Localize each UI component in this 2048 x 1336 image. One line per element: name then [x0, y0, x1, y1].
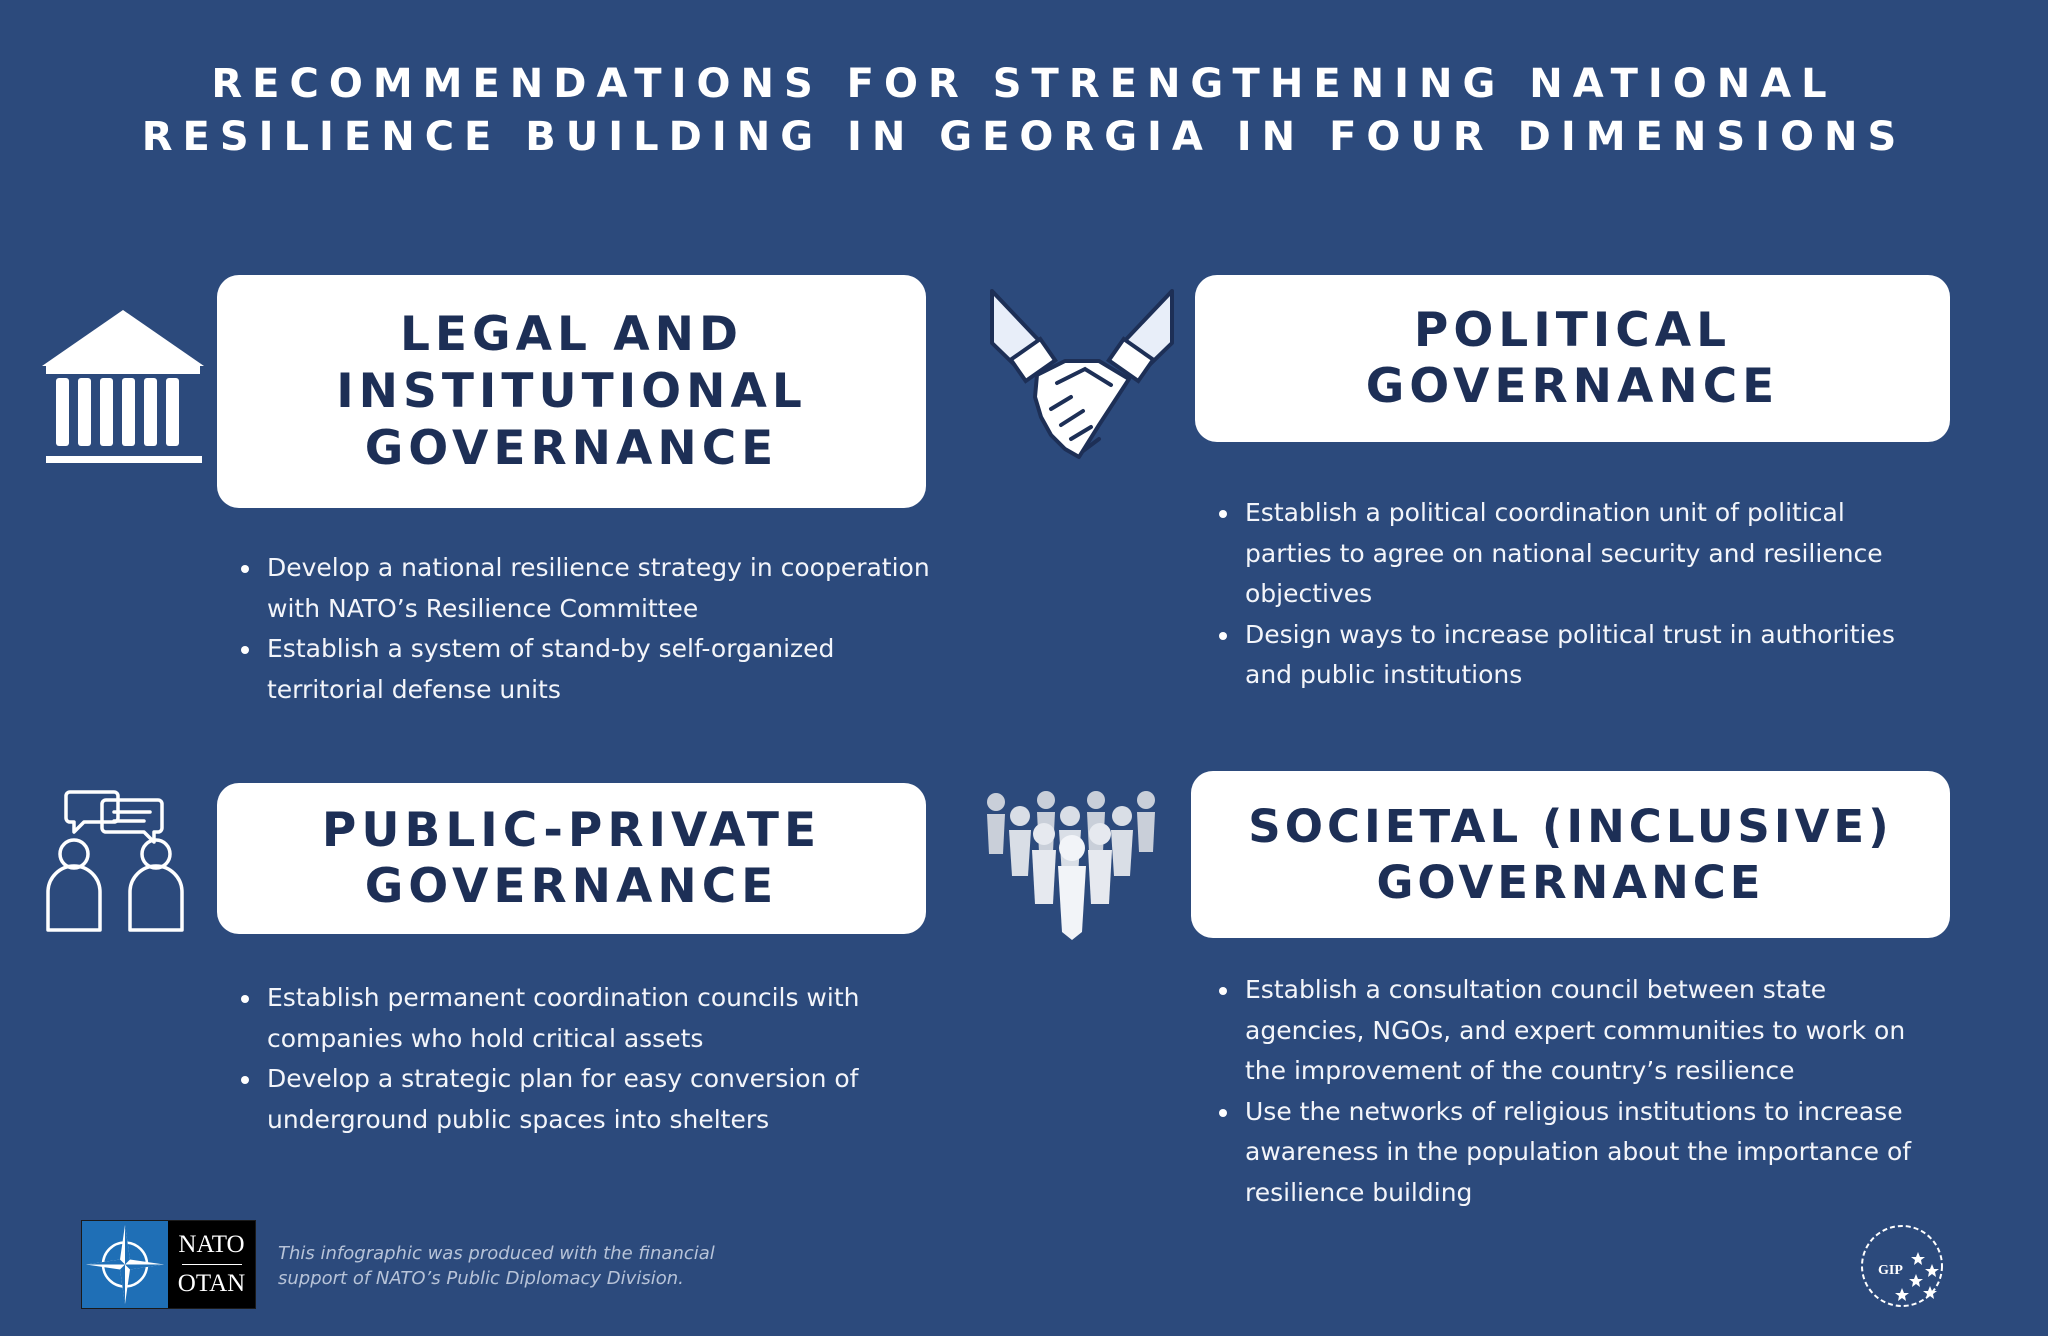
nato-compass-star-icon	[82, 1221, 168, 1308]
funding-credit-note	[278, 1241, 738, 1291]
nato-logo-divider	[182, 1264, 242, 1265]
nato-logo	[81, 1220, 256, 1309]
card-heading-line: GOVERNANCE	[1376, 855, 1765, 909]
list-item: Establish a consultation council between state agencies, NGOs, and expert communities to work on the improvement of the country’s resilience	[1219, 970, 1949, 1092]
credit-line: This infographic was produced with the financial	[278, 1243, 715, 1264]
card-heading-line: POLITICAL	[1413, 302, 1732, 358]
political-governance-card	[1195, 275, 1950, 442]
credit-line: support of NATO’s Public Diplomacy Division.	[278, 1268, 684, 1289]
legal-institutional-governance-card	[217, 275, 926, 508]
societal-inclusive-governance-card	[1191, 771, 1950, 938]
public-private-governance-card	[217, 783, 926, 934]
card-heading-line: GOVERNANCE	[364, 421, 779, 476]
government-building-icon	[40, 306, 206, 468]
gip-logo	[1858, 1222, 1950, 1310]
list-item: Establish permanent coordination councils with companies who hold critical assets	[241, 978, 921, 1059]
crowd-icon	[984, 788, 1168, 940]
list-item: Develop a national resilience strategy in cooperation with NATO’s Resilience Committee	[241, 548, 941, 629]
page-title-line-1: RECOMMENDATIONS FOR STRENGTHENING NATIONAL	[211, 61, 1837, 107]
societal-recommendations-list	[1219, 970, 1949, 1213]
page-title-line-2: RESILIENCE BUILDING IN GEORGIA IN FOUR DIMENSIONS	[141, 114, 1907, 160]
political-recommendations-list	[1219, 493, 1899, 696]
card-heading-line: PUBLIC-PRIVATE	[321, 802, 822, 858]
card-heading-line: INSTITUTIONAL	[336, 364, 807, 419]
list-item: Establish a political coordination unit of political parties to agree on national security and resilience objectives	[1219, 493, 1899, 615]
list-item: Develop a strategic plan for easy conversion of underground public spaces into shelters	[241, 1059, 921, 1140]
list-item: Establish a system of stand-by self-organized territorial defense units	[241, 629, 941, 710]
nato-wordmark	[168, 1221, 255, 1308]
legal-recommendations-list	[241, 548, 941, 710]
card-heading-line: SOCIETAL (INCLUSIVE)	[1248, 799, 1893, 853]
otan-logo-text: OTAN	[177, 1270, 246, 1297]
page-title	[0, 58, 2048, 164]
public-private-recommendations-list	[241, 978, 921, 1140]
nato-logo-text: NATO	[178, 1231, 245, 1258]
conversation-icon	[44, 788, 190, 934]
gip-logo-text: GIP	[1878, 1263, 1903, 1278]
list-item: Use the networks of religious institutions to increase awareness in the population about the importance of resilience building	[1219, 1092, 1949, 1214]
card-heading-line: GOVERNANCE	[364, 858, 779, 914]
list-item: Design ways to increase political trust in authorities and public institutions	[1219, 615, 1899, 696]
handshake-icon	[987, 285, 1177, 467]
card-heading-line: GOVERNANCE	[1365, 358, 1780, 414]
card-heading-line: LEGAL AND	[399, 307, 744, 362]
